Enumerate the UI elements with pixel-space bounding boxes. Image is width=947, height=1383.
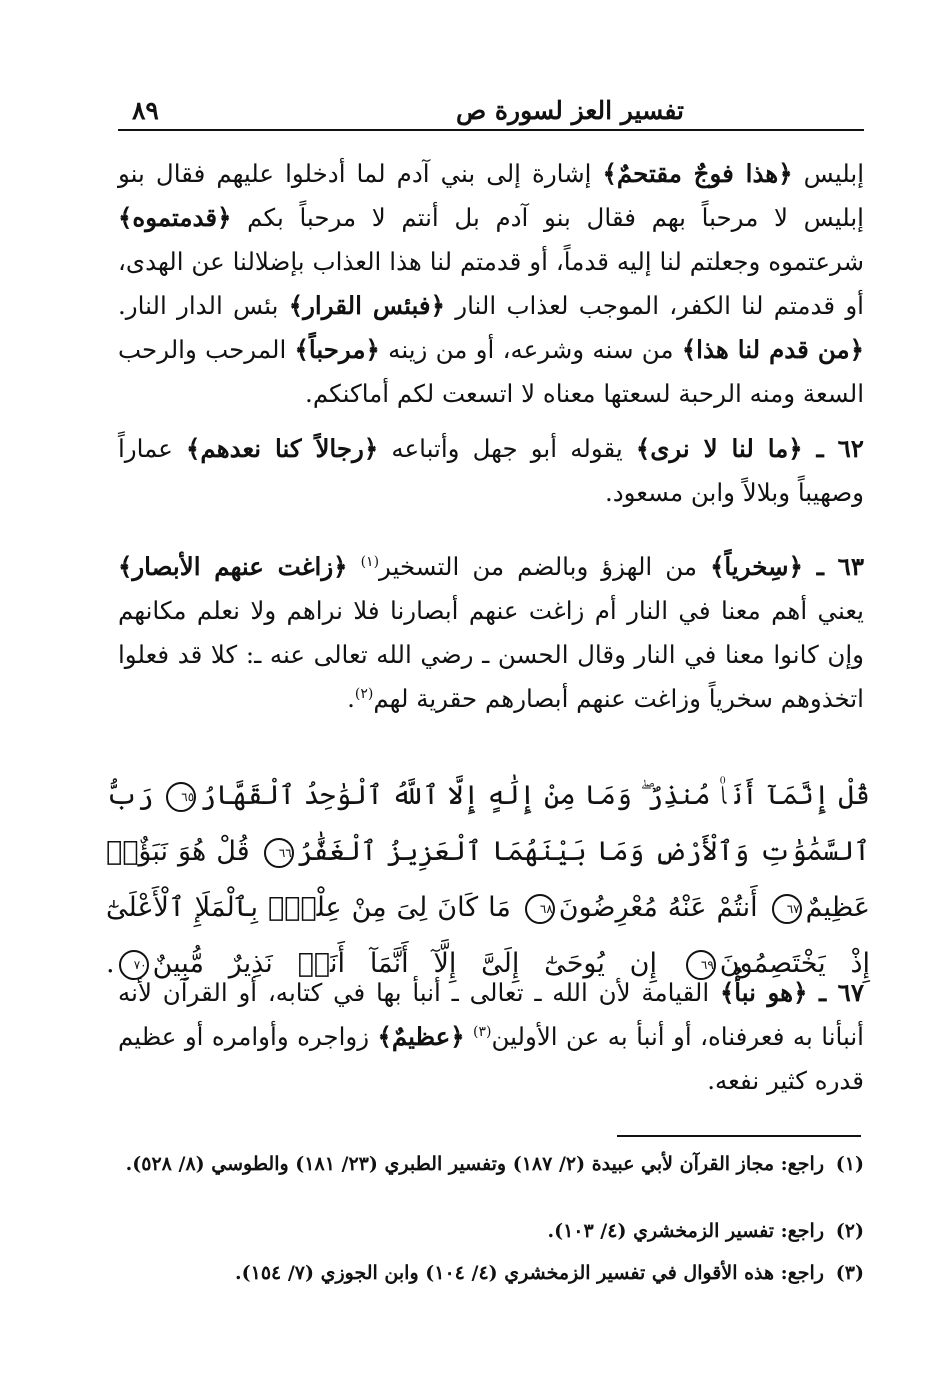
footnote-text: راجع: تفسير الزمخشري (٤/ ١٠٣).: [547, 1220, 824, 1242]
text: من سنه وشرعه، أو من زينه: [379, 335, 682, 364]
text: [465, 1022, 473, 1051]
footnote-number: (١): [835, 1153, 864, 1175]
footnote-3: [118, 1257, 864, 1290]
footnote-1: [118, 1148, 864, 1181]
quran-quote: ﴿سِخرياً﴾: [710, 552, 803, 581]
quran-quote: ﴿قدمتموه﴾: [118, 203, 232, 232]
paragraph-verse-59-61: [118, 152, 864, 416]
text: شرعتموه وجعلتم لنا إليه قدماً، أو قدمتم لنا هذا العذاب بإضلالنا عن الهدى، أو قدمتم لنا الكفر، الموجب لعذاب النار: [118, 247, 864, 320]
quran-quote: ﴿زاغت عنهم الأبصار﴾: [118, 552, 348, 581]
quran-quote: ﴿ما لنا لا نرى﴾: [635, 434, 803, 463]
text: يقوله أبو جهل وأتباعه: [378, 434, 636, 463]
footnote-separator: [617, 1135, 861, 1137]
text: يعني أهم معنا في النار أم زاغت عنهم أبصارنا فلا نراهم ولا نعلم مكانهم وإن كانوا معنا في النار وقال الحسن ـ رضي الله تعالى عنه ـ: كلا قد فعلوا اتخذوهم سخرياً وزاغت عنهم أبصارهم حقرية لهم: [118, 596, 864, 713]
verse-marker: ٦٩: [686, 950, 716, 980]
footnote-2: [118, 1215, 864, 1248]
verse-marker: ٦٨: [525, 894, 555, 924]
quran-verses-65-70: [106, 768, 870, 992]
footnote-ref[interactable]: (٣): [473, 1023, 492, 1040]
quran-quote: ﴿هو نبأٌ﴾: [719, 978, 808, 1007]
verse-number: ٦٢ ـ: [802, 434, 864, 463]
text: بئس الدار النار.: [118, 291, 289, 320]
paragraph-verse-62: [118, 427, 864, 515]
verse-marker: ٧٠: [119, 950, 149, 980]
text: المرحب والرحب السعة ومنه الرحبة لسعتها معناه لا اتسعت لكم أماكنكم.: [118, 335, 864, 408]
footnote-text: راجع: مجاز القرآن لأبي عبيدة (٢/ ١٨٧) وتفسير الطبري (٢٣/ ١٨١) والطوسي (٨/ ٥٢٨).: [125, 1153, 824, 1175]
text: عماراً وصهيباً وبلالاً وابن مسعود.: [118, 434, 864, 507]
verse-number: ٦٣ ـ: [802, 552, 864, 581]
quran-quote: ﴿مرحباً﴾: [294, 335, 380, 364]
quran-quote: ﴿عظيمٌ﴾: [377, 1022, 465, 1051]
quran-quote: ﴿هذا فوجٌ مقتحمٌ﴾: [602, 159, 793, 188]
footnote-ref[interactable]: (٢): [354, 685, 374, 702]
text: من الهزؤ وبالضم من التسخير: [379, 552, 711, 581]
text: إشارة إلى بني آدم لما أدخلوا عليهم فقال بنو إبليس لا مرحباً بهم فقال بنو آدم بل أنتم لا مرحباً بكم: [118, 159, 864, 232]
quran-quote: ﴿فبئس القرار﴾: [288, 291, 445, 320]
verse-marker: ٦٦: [264, 838, 294, 868]
text: إبليس: [792, 159, 864, 188]
footnote-number: (٣): [835, 1262, 864, 1284]
verse-text: قُلْ إِنَّمَآ أَنَا۠ مُنذِرٌ ۖ وَمَا مِنْ إِلَٰهٍ إِلَّا ٱللَّهُ ٱلْوَٰحِدُ ٱلْقَهَّارُ: [200, 780, 871, 811]
page-header: [118, 96, 864, 128]
verse-end: .: [106, 948, 115, 979]
quran-quote: ﴿من قدم لنا هذا﴾: [681, 335, 865, 364]
running-title: تفسير العز لسورة ص: [455, 96, 684, 125]
verse-number: ٦٧ ـ: [807, 978, 864, 1007]
text: زواجره وأوامره أو عظيم قدره كثير نفعه.: [118, 1022, 864, 1095]
verse-text: قُلْ هُوَ نَبَؤٌا۟ عَظِيمٌ: [106, 836, 870, 923]
verse-text: أَنتُمْ عَنْهُ مُعْرِضُونَ: [558, 892, 758, 923]
footnote-number: (٢): [835, 1220, 864, 1242]
verse-marker: ٦٧: [772, 894, 802, 924]
quran-quote: ﴿رجالاً كنا نعدهم﴾: [186, 434, 379, 463]
header-rule: [118, 129, 864, 131]
verse-marker: ٦٥: [166, 782, 196, 812]
text: القيامة لأن الله ـ تعالى ـ أنبأ بها في كتابه، أو القرآن لأنه أنبأنا به فعرفناه، أو أنبأ به عن الأولين: [118, 978, 864, 1051]
paragraph-verse-63: [118, 545, 864, 721]
text: .: [347, 684, 355, 713]
paragraph-verse-67: [118, 971, 864, 1103]
page-number: ٨٩: [132, 96, 159, 125]
footnote-ref[interactable]: (١): [360, 553, 380, 570]
text: [348, 552, 361, 581]
verse-text: مَا كَانَ لِىَ مِنْ عِلْمٍۭ بِٱلْمَلَإِ ٱلْأَعْلَىٰٓ إِذْ يَخْتَصِمُونَ: [106, 892, 870, 979]
verse-text: إِن يُوحَىٰٓ إِلَىَّ إِلَّآ أَنَّمَآ أَنَا۠ نَذِيرٌ مُّبِينٌ: [152, 948, 657, 979]
verse-text: رَبُّ ٱلسَّمَٰوَٰتِ وَٱلْأَرْضِ وَمَا بَيْنَهُمَا ٱلْعَزِيزُ ٱلْغَفَّٰرُ: [106, 780, 870, 867]
footnote-text: راجع: هذه الأقوال في تفسير الزمخشري (٤/ ١٠٤) وابن الجوزي (٧/ ١٥٤).: [235, 1262, 824, 1284]
